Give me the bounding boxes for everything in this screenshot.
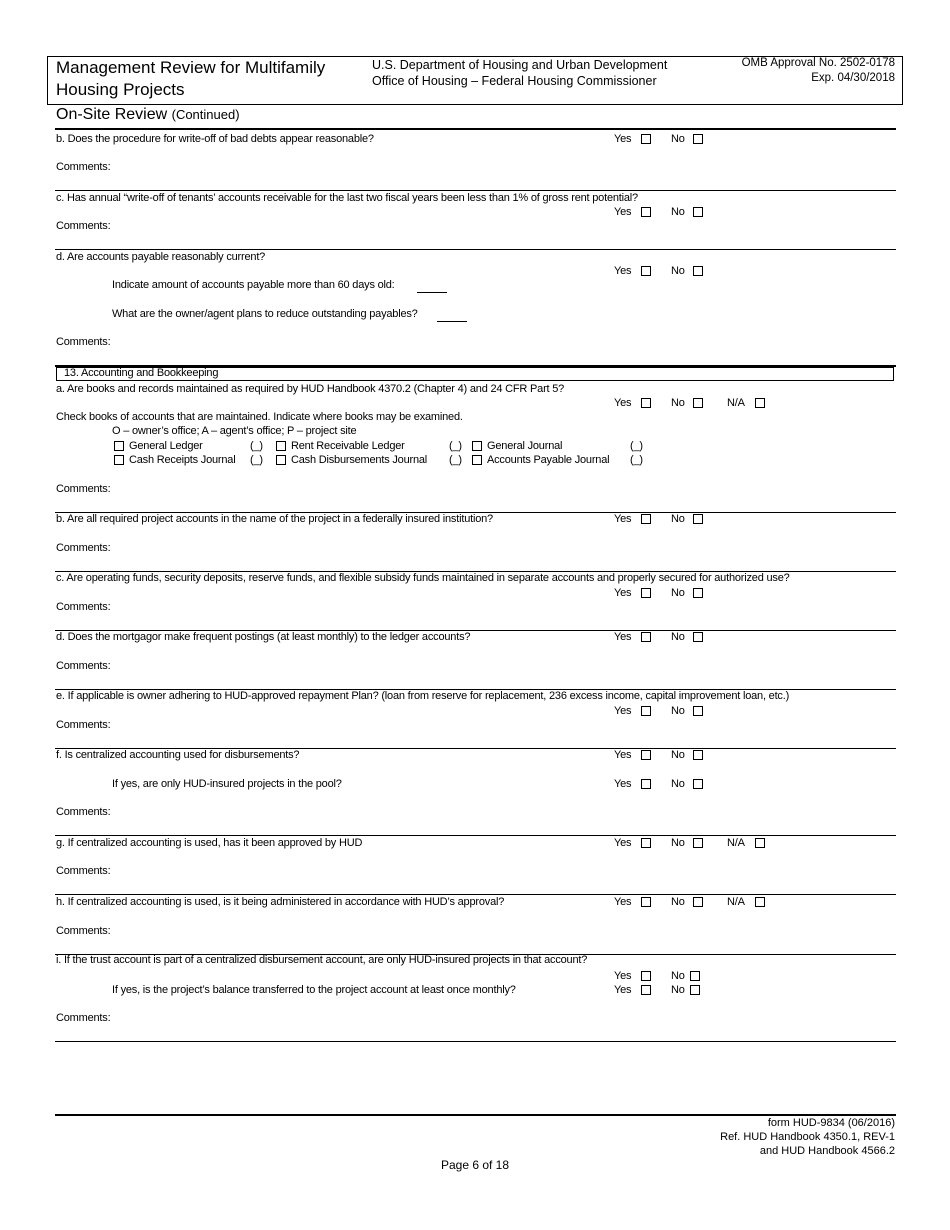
checkbox-13b-no[interactable] <box>693 514 703 524</box>
checkbox-13f-yes[interactable] <box>641 750 651 760</box>
comments-label: Comments: <box>56 542 111 554</box>
comments-label: Comments: <box>56 925 111 937</box>
checkbox-13a-no[interactable] <box>693 398 703 408</box>
yes-label: Yes <box>614 133 632 145</box>
checkbox-13d-yes[interactable] <box>641 632 651 642</box>
yes-label: Yes <box>614 896 632 908</box>
section-title: On-Site Review (Continued) <box>56 106 240 123</box>
accounts-payable-location[interactable]: (_) <box>630 454 643 466</box>
checkbox-13i1-no[interactable] <box>690 985 700 995</box>
books-instruction: Check books of accounts that are maintained. Indicate where books may be examined. <box>56 411 463 423</box>
yes-label: Yes <box>614 587 632 599</box>
divider <box>55 190 896 191</box>
yes-label: Yes <box>614 970 632 982</box>
yes-label: Yes <box>614 397 632 409</box>
na-label: N/A <box>727 837 745 849</box>
checkbox-c-no[interactable] <box>693 207 703 217</box>
comments-label: Comments: <box>56 601 111 613</box>
checkbox-c-yes[interactable] <box>641 207 651 217</box>
checkbox-general-ledger[interactable] <box>114 441 124 451</box>
cash-disbursements-label: Cash Disbursements Journal <box>291 454 428 466</box>
no-label: No <box>671 397 685 409</box>
no-label: No <box>671 705 685 717</box>
yes-label: Yes <box>614 206 632 218</box>
section-rule <box>55 128 896 130</box>
checkbox-13b-yes[interactable] <box>641 514 651 524</box>
general-journal-location[interactable]: (_) <box>630 440 643 452</box>
comments-label: Comments: <box>56 483 111 495</box>
checkbox-13d-no[interactable] <box>693 632 703 642</box>
yes-label: Yes <box>614 778 632 790</box>
checkbox-13g-yes[interactable] <box>641 838 651 848</box>
comments-label: Comments: <box>56 161 111 173</box>
rent-receivable-label: Rent Receivable Ledger <box>291 440 405 452</box>
checkbox-13a-yes[interactable] <box>641 398 651 408</box>
no-label: No <box>671 970 685 982</box>
no-label: No <box>671 837 685 849</box>
question-13f: f. Is centralized accounting used for disbursements? <box>56 749 300 761</box>
question-13d: d. Does the mortgagor make frequent postings (at least monthly) to the ledger accounts? <box>56 631 471 643</box>
cash-receipts-location[interactable]: (_) <box>250 454 263 466</box>
form-title: Management Review for Multifamily Housing Projects <box>56 58 326 99</box>
form-reference: form HUD-9834 (06/2016) Ref. HUD Handbook 4350.1, REV-1 and HUD Handbook 4566.2 <box>720 1117 895 1157</box>
question-13c: c. Are operating funds, security deposits, reserve funds, and flexible subsidy funds maintained in separate accounts and properly secured for authorized use? <box>56 572 790 584</box>
na-label: N/A <box>727 397 745 409</box>
checkbox-13f1-no[interactable] <box>693 779 703 789</box>
checkbox-13f-no[interactable] <box>693 750 703 760</box>
general-journal-label: General Journal <box>487 440 563 452</box>
accounts-payable-label: Accounts Payable Journal <box>487 454 610 466</box>
question-13h: h. If centralized accounting is used, is it being administered in accordance with HUD’s approval? <box>56 896 505 908</box>
no-label: No <box>671 587 685 599</box>
question-d-amount: Indicate amount of accounts payable more than 60 days old: <box>112 279 395 291</box>
plans-blank-field[interactable] <box>437 321 467 322</box>
question-13a: a. Are books and records maintained as required by HUD Handbook 4370.2 (Chapter 4) and 24 CFR Part 5? <box>56 383 565 395</box>
question-13i-transfer: If yes, is the project’s balance transferred to the project account at least once monthly? <box>112 984 516 996</box>
checkbox-b-no[interactable] <box>693 134 703 144</box>
checkbox-13a-na[interactable] <box>755 398 765 408</box>
yes-label: Yes <box>614 749 632 761</box>
checkbox-13g-na[interactable] <box>755 838 765 848</box>
checkbox-13h-yes[interactable] <box>641 897 651 907</box>
checkbox-13f1-yes[interactable] <box>641 779 651 789</box>
yes-label: Yes <box>614 265 632 277</box>
checkbox-general-journal[interactable] <box>472 441 482 451</box>
divider <box>55 1041 896 1042</box>
yes-label: Yes <box>614 513 632 525</box>
comments-label: Comments: <box>56 1012 111 1024</box>
yes-label: Yes <box>614 705 632 717</box>
comments-label: Comments: <box>56 336 111 348</box>
question-13e: e. If applicable is owner adhering to HUD-approved repayment Plan? (loan from reserve for replacement, 236 excess income, capital improvement loan, etc.) <box>56 690 790 702</box>
comments-label: Comments: <box>56 806 111 818</box>
checkbox-13e-yes[interactable] <box>641 706 651 716</box>
checkbox-rent-receivable[interactable] <box>276 441 286 451</box>
yes-label: Yes <box>614 837 632 849</box>
no-label: No <box>671 896 685 908</box>
no-label: No <box>671 749 685 761</box>
checkbox-13i-no[interactable] <box>690 971 700 981</box>
checkbox-13i-yes[interactable] <box>641 971 651 981</box>
question-13i: i. If the trust account is part of a centralized disbursement account, are only HUD-insured projects in that account? <box>56 954 588 966</box>
location-legend: O – owner’s office; A – agent’s office; P – project site <box>112 425 357 437</box>
section-13-title: 13. Accounting and Bookkeeping <box>64 367 219 379</box>
no-label: No <box>671 778 685 790</box>
question-13f-pool: If yes, are only HUD-insured projects in the pool? <box>112 778 342 790</box>
checkbox-b-yes[interactable] <box>641 134 651 144</box>
checkbox-cash-receipts[interactable] <box>114 455 124 465</box>
general-ledger-label: General Ledger <box>129 440 203 452</box>
divider <box>55 894 896 895</box>
comments-label: Comments: <box>56 220 111 232</box>
department-name: U.S. Department of Housing and Urban Development Office of Housing – Federal Housing Commissioner <box>372 58 668 88</box>
no-label: No <box>671 513 685 525</box>
cash-receipts-label: Cash Receipts Journal <box>129 454 236 466</box>
question-13g: g. If centralized accounting is used, has it been approved by HUD <box>56 837 363 849</box>
question-13b: b. Are all required project accounts in the name of the project in a federally insured institution? <box>56 513 493 525</box>
question-c: c. Has annual “write-off of tenants’ accounts receivable for the last two fiscal years been less than 1% of gross rent potential? <box>56 192 638 204</box>
checkbox-accounts-payable[interactable] <box>472 455 482 465</box>
checkbox-13h-na[interactable] <box>755 897 765 907</box>
rent-receivable-location[interactable]: (_) <box>449 440 462 452</box>
checkbox-13c-no[interactable] <box>693 588 703 598</box>
checkbox-d-no[interactable] <box>693 266 703 276</box>
no-label: No <box>671 984 685 996</box>
divider <box>55 835 896 836</box>
question-b: b. Does the procedure for write-off of bad debts appear reasonable? <box>56 133 374 145</box>
checkbox-cash-disbursements[interactable] <box>276 455 286 465</box>
no-label: No <box>671 631 685 643</box>
no-label: No <box>671 133 685 145</box>
question-d: d. Are accounts payable reasonably current? <box>56 251 266 263</box>
page-number: Page 6 of 18 <box>440 1158 510 1172</box>
yes-label: Yes <box>614 631 632 643</box>
comments-label: Comments: <box>56 660 111 672</box>
checkbox-13g-no[interactable] <box>693 838 703 848</box>
checkbox-13e-no[interactable] <box>693 706 703 716</box>
omb-approval: OMB Approval No. 2502-0178 Exp. 04/30/2018 <box>741 57 895 84</box>
general-ledger-location[interactable]: (_) <box>250 440 263 452</box>
no-label: No <box>671 206 685 218</box>
comments-label: Comments: <box>56 865 111 877</box>
checkbox-d-yes[interactable] <box>641 266 651 276</box>
yes-label: Yes <box>614 984 632 996</box>
no-label: No <box>671 265 685 277</box>
divider <box>55 249 896 250</box>
cash-disbursements-location[interactable]: (_) <box>449 454 462 466</box>
question-d-plans: What are the owner/agent plans to reduce outstanding payables? <box>112 308 418 320</box>
checkbox-13i1-yes[interactable] <box>641 985 651 995</box>
comments-label: Comments: <box>56 719 111 731</box>
checkbox-13h-no[interactable] <box>693 897 703 907</box>
na-label: N/A <box>727 896 745 908</box>
checkbox-13c-yes[interactable] <box>641 588 651 598</box>
amount-blank-field[interactable] <box>417 292 447 293</box>
